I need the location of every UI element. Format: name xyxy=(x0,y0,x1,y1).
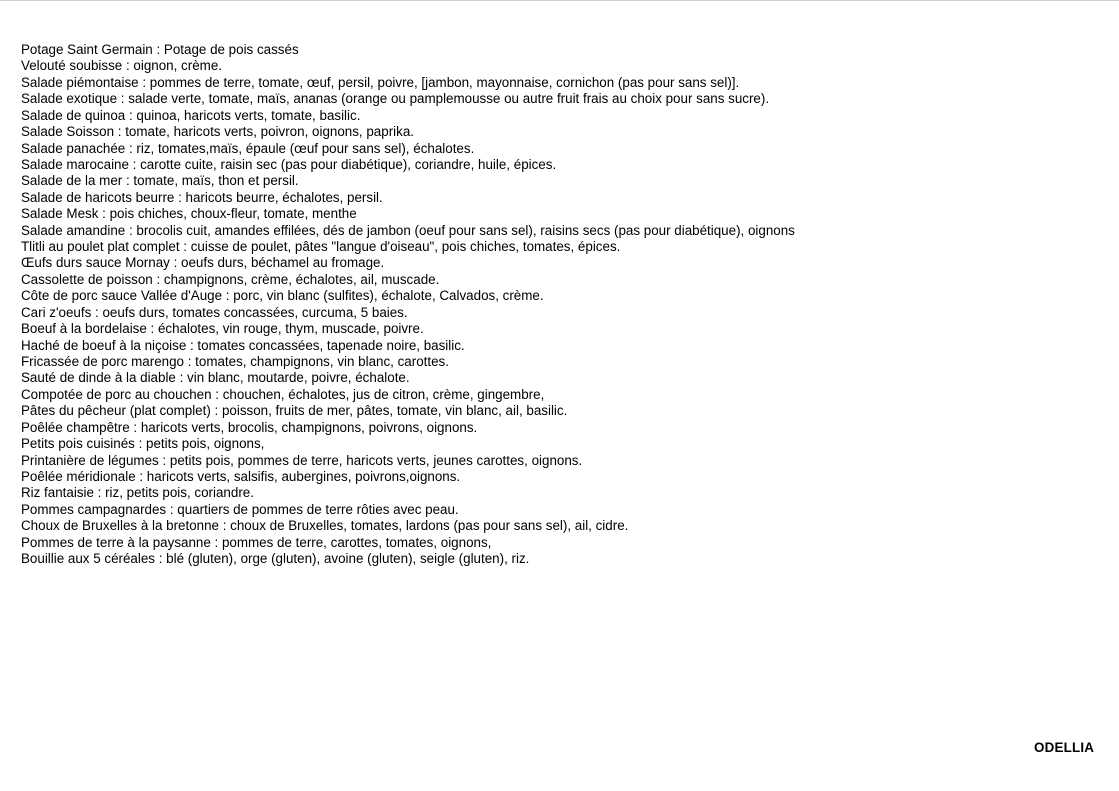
list-item: Salade marocaine : carotte cuite, raisin sec (pas pour diabétique), coriandre, huile, épices. xyxy=(21,156,557,172)
list-item: Bouillie aux 5 céréales : blé (gluten), orge (gluten), avoine (gluten), seigle (gluten), riz. xyxy=(21,551,530,567)
list-item: Compotée de porc au chouchen : chouchen, échalotes, jus de citron, crème, gingembre, xyxy=(21,386,545,402)
list-item: Riz fantaisie : riz, petits pois, coriandre. xyxy=(21,485,254,501)
list-item: Haché de boeuf à la niçoise : tomates concassées, tapenade noire, basilic. xyxy=(21,337,465,353)
list-item: Poêlée champêtre : haricots verts, brocolis, champignons, poivrons, oignons. xyxy=(21,419,478,435)
list-item: Salade de haricots beurre : haricots beurre, échalotes, persil. xyxy=(21,189,383,205)
list-item: Potage Saint Germain : Potage de pois cassés xyxy=(21,42,299,57)
list-item: Poêlée méridionale : haricots verts, salsifis, aubergines, poivrons,oignons. xyxy=(21,468,461,484)
list-item: Velouté soubisse : oignon, crème. xyxy=(21,58,222,74)
list-item: Boeuf à la bordelaise : échalotes, vin rouge, thym, muscade, poivre. xyxy=(21,321,424,337)
list-item: Côte de porc sauce Vallée d'Auge : porc, vin blanc (sulfites), échalote, Calvados, crème. xyxy=(21,288,544,304)
list-item: Salade de quinoa : quinoa, haricots verts, tomate, basilic. xyxy=(21,107,361,123)
list-item: Petits pois cuisinés : petits pois, oignons, xyxy=(21,436,265,452)
top-border xyxy=(0,0,1119,1)
list-item: Sauté de dinde à la diable : vin blanc, moutarde, poivre, échalote. xyxy=(21,370,410,386)
list-item: Cari z'oeufs : oeufs durs, tomates concassées, curcuma, 5 baies. xyxy=(21,304,408,320)
list-item: Pâtes du pêcheur (plat complet) : poisson, fruits de mer, pâtes, tomate, vin blanc, ail, basilic. xyxy=(21,403,568,419)
list-item: Printanière de légumes : petits pois, pommes de terre, haricots verts, jeunes carottes, oignons. xyxy=(21,452,583,468)
list-item: Salade amandine : brocolis cuit, amandes effilées, dés de jambon (oeuf pour sans sel), raisins secs (pas pour diabétique), oignons xyxy=(21,222,795,238)
list-item: Choux de Bruxelles à la bretonne : choux de Bruxelles, tomates, lardons (pas pour sans sel), ail, cidre. xyxy=(21,518,629,534)
ingredient-list xyxy=(21,42,1101,568)
list-item: Salade de la mer : tomate, maïs, thon et persil. xyxy=(21,173,299,189)
list-item: Tlitli au poulet plat complet : cuisse de poulet, pâtes "langue d'oiseau", pois chiches, tomates, épices. xyxy=(21,239,621,255)
list-item: Pommes campagnardes : quartiers de pommes de terre rôties avec peau. xyxy=(21,501,459,517)
list-item: Salade Mesk : pois chiches, choux-fleur, tomate, menthe xyxy=(21,206,357,222)
list-item: Pommes de terre à la paysanne : pommes de terre, carottes, tomates, oignons, xyxy=(21,534,492,550)
list-item: Cassolette de poisson : champignons, crème, échalotes, ail, muscade. xyxy=(21,271,440,287)
list-item: Œufs durs sauce Mornay : oeufs durs, béchamel au fromage. xyxy=(21,255,385,271)
list-item: Salade panachée : riz, tomates,maïs, épaule (œuf pour sans sel), échalotes. xyxy=(21,140,475,156)
list-item: Fricassée de porc marengo : tomates, champignons, vin blanc, carottes. xyxy=(21,354,449,370)
list-item: Salade exotique : salade verte, tomate, maïs, ananas (orange ou pamplemousse ou autre fruit frais au choix pour sans sucre). xyxy=(21,91,770,107)
brand-footer: ODELLIA xyxy=(1034,740,1095,755)
list-item: Salade Soisson : tomate, haricots verts, poivron, oignons, paprika. xyxy=(21,124,415,140)
list-item: Salade piémontaise : pommes de terre, tomate, œuf, persil, poivre, [jambon, mayonnaise, cornichon (pas pour sans sel)]. xyxy=(21,74,740,90)
